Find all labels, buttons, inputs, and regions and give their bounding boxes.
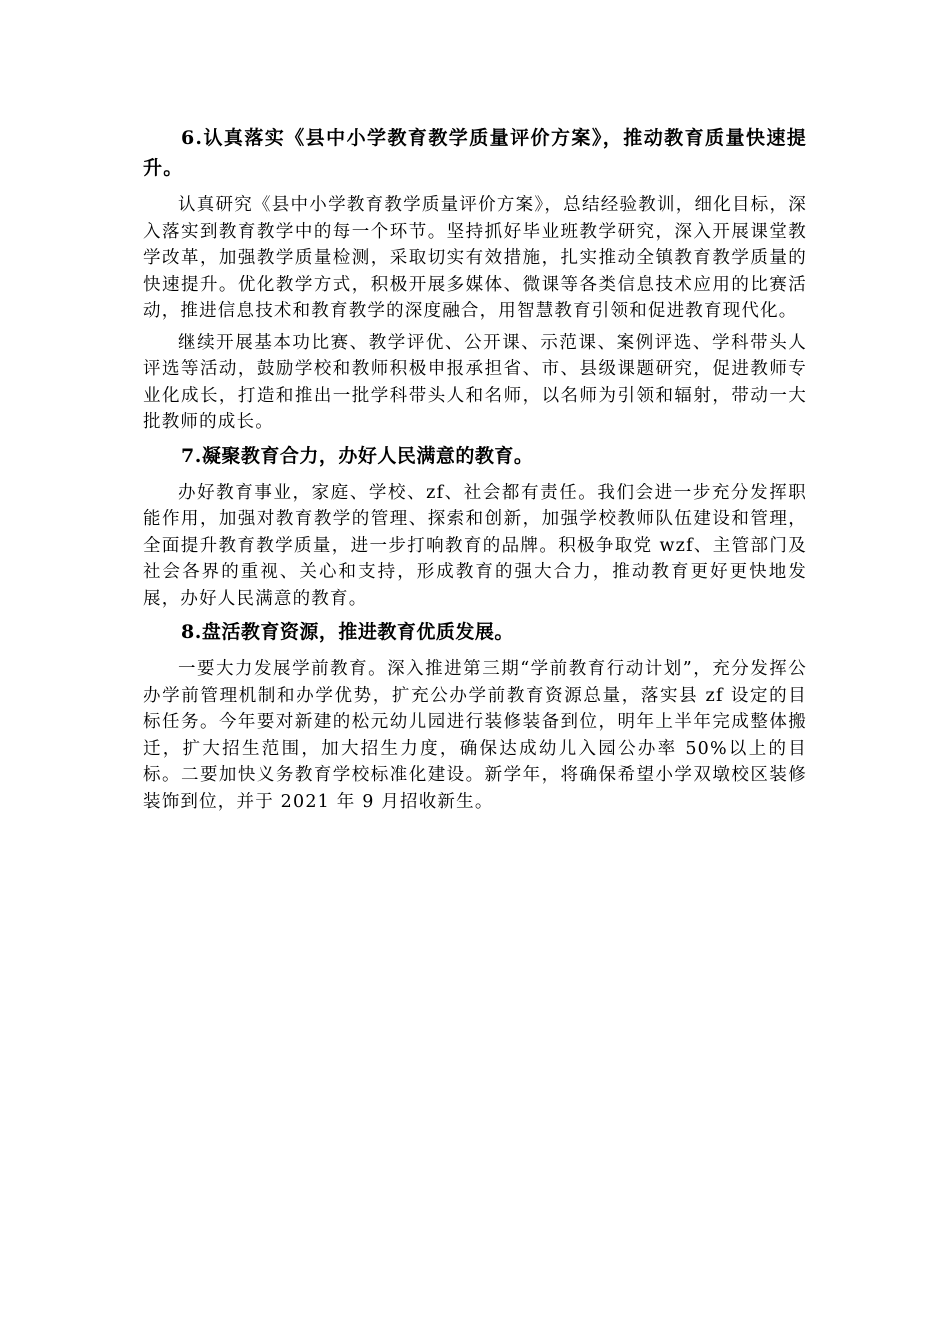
section-7-paragraph-1: 办好教育事业，家庭、学校、zf、社会都有责任。我们会进一步充分发挥职能作用，加强对教育教学的管理、探索和创新，加强学校教师队伍建设和管理，全面提升教育教学质量，进一步打响教育的品牌。积极争取党 wzf、主管部门及社会各界的重视、关心和支持，形成教育的强大合力，推动教育更好更快地发展，办好人民满意的教育。 bbox=[143, 482, 807, 609]
section-6-heading: 6.认真落实《县中小学教育教学质量评价方案》，推动教育质量快速提升。 bbox=[143, 127, 807, 179]
document-page bbox=[143, 123, 807, 815]
section-6-paragraph-2: 继续开展基本功比赛、教学评优、公开课、示范课、案例评选、学科带头人评选等活动，鼓励学校和教师积极申报承担省、市、县级课题研究，促进教师专业化成长，打造和推出一批学科带头人和名师，以名师为引领和辐射，带动一大批教师的成长。 bbox=[143, 332, 807, 432]
section-8-paragraph-1: 一要大力发展学前教育。深入推进第三期“学前教育行动计划”，充分发挥公办学前管理机制和办学优势，扩充公办学前教育资源总量，落实县 zf 设定的目标任务。今年要对新建的松元幼儿园进行装修装备到位，明年上半年完成整体搬迁，扩大招生范围，加大招生力度，确保达成幼儿入园公办率 50%以上的目标。二要加快义务教育学校标准化建设。新学年，将确保希望小学双墩校区装修装饰到位，并于 2021 年 9 月招收新生。 bbox=[143, 659, 807, 812]
section-7-heading: 7.凝聚教育合力，办好人民满意的教育。 bbox=[181, 444, 534, 467]
section-6-paragraph-1: 认真研究《县中小学教育教学质量评价方案》，总结经验教训，细化目标，深入落实到教育教学中的每一个环节。坚持抓好毕业班教学研究，深入开展课堂教学改革，加强教学质量检测，采取切实有效措施，扎实推动全镇教育教学质量的快速提升。优化教学方式，积极开展多媒体、微课等各类信息技术应用的比赛活动，推进信息技术和教育教学的深度融合，用智慧教育引领和促进教育现代化。 bbox=[143, 195, 807, 321]
section-8-heading: 8.盘活教育资源，推进教育优质发展。 bbox=[181, 621, 514, 643]
